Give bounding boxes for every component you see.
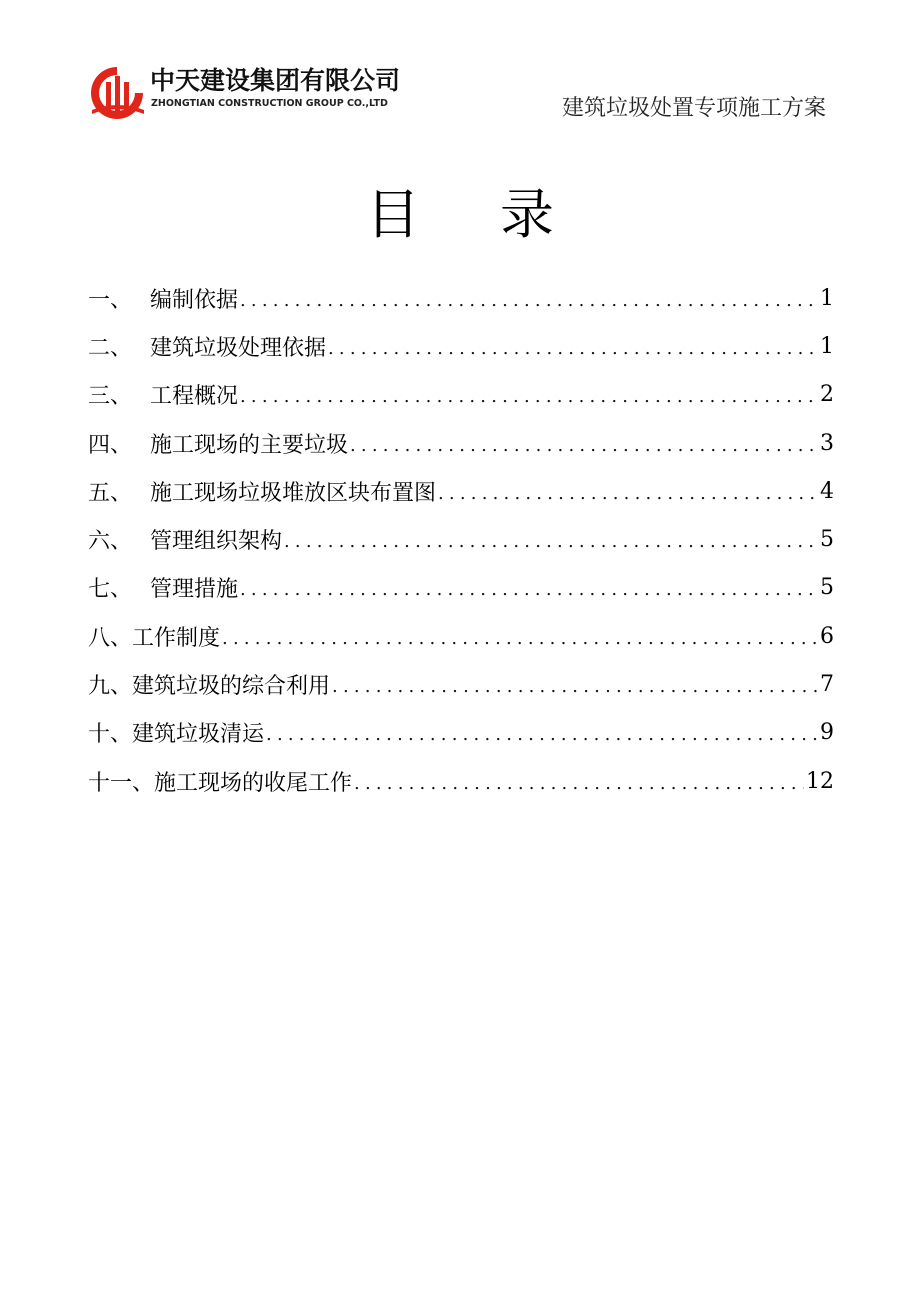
toc-entry-number: 六、 — [88, 529, 133, 555]
document-title: 建筑垃圾处置专项施工方案 — [561, 96, 826, 121]
toc-entry-page: 4 — [820, 478, 834, 504]
toc-entry[interactable] — [88, 757, 834, 805]
toc-entry[interactable] — [88, 612, 834, 660]
toc-entry-number: 五、 — [88, 480, 133, 506]
toc-entry-page: 6 — [820, 623, 834, 649]
company-name-en: ZHONGTIAN CONSTRUCTION GROUP CO.,LTD — [151, 98, 388, 109]
toc-leader-dots — [240, 579, 818, 600]
toc-entry-number: 四、 — [88, 432, 133, 458]
toc-entry-label: 施工现场垃圾堆放区块布置图 — [150, 480, 437, 506]
toc-heading-char-2: 录 — [500, 183, 554, 246]
toc-entry-page: 7 — [820, 672, 834, 698]
toc-entry-number: 三、 — [88, 384, 133, 410]
toc-entry-label: 建筑垃圾清运 — [132, 722, 265, 748]
toc-leader-dots — [438, 483, 818, 504]
toc-entry-number: 十、 — [88, 722, 133, 748]
toc-entry-label: 建筑垃圾的综合利用 — [132, 674, 331, 700]
toc-entry-number: 十一、 — [88, 770, 155, 796]
table-of-contents — [88, 274, 834, 805]
toc-entry-number: 八、 — [88, 625, 133, 651]
toc-entry-number: 九、 — [88, 674, 133, 700]
company-logo-icon — [86, 64, 148, 120]
toc-entry-number: 一、 — [88, 287, 133, 313]
toc-leader-dots — [240, 290, 818, 311]
toc-entry-page: 3 — [820, 430, 834, 456]
toc-entry[interactable] — [88, 467, 834, 515]
toc-entry[interactable] — [88, 515, 834, 563]
toc-entry-label: 施工现场的主要垃圾 — [150, 432, 349, 458]
toc-leader-dots — [354, 773, 804, 794]
toc-leader-dots — [350, 435, 818, 456]
toc-entry-label: 建筑垃圾处理依据 — [150, 335, 327, 361]
toc-leader-dots — [240, 386, 818, 407]
toc-entry[interactable] — [88, 371, 834, 419]
toc-heading — [0, 180, 920, 250]
toc-heading-char-1: 目 — [366, 183, 420, 246]
toc-entry-page: 5 — [820, 527, 834, 553]
toc-entry-label: 工作制度 — [132, 625, 221, 651]
toc-entry-label: 施工现场的收尾工作 — [154, 770, 353, 796]
toc-entry-label: 管理措施 — [150, 577, 239, 603]
toc-entry[interactable] — [88, 322, 834, 370]
toc-entry-number: 七、 — [88, 577, 133, 603]
toc-leader-dots — [284, 531, 818, 552]
toc-entry-number: 二、 — [88, 335, 133, 361]
toc-entry-label: 工程概况 — [150, 384, 239, 410]
toc-entry-page: 1 — [820, 285, 834, 311]
toc-leader-dots — [266, 724, 818, 745]
toc-leader-dots — [332, 676, 818, 697]
toc-leader-dots — [222, 628, 818, 649]
toc-entry[interactable] — [88, 274, 834, 322]
page-header — [0, 0, 920, 130]
toc-entry[interactable] — [88, 564, 834, 612]
toc-leader-dots — [328, 338, 818, 359]
toc-entry-page: 5 — [820, 575, 834, 601]
toc-entry-label: 编制依据 — [150, 287, 239, 313]
toc-entry-page: 9 — [820, 720, 834, 746]
toc-entry[interactable] — [88, 419, 834, 467]
toc-entry-page: 12 — [806, 768, 834, 794]
toc-entry[interactable] — [88, 709, 834, 757]
toc-entry-label: 管理组织架构 — [150, 529, 283, 555]
toc-entry[interactable] — [88, 660, 834, 708]
toc-entry-page: 2 — [820, 382, 834, 408]
company-name-cn: 中天建设集团有限公司 — [150, 66, 401, 95]
toc-entry-page: 1 — [820, 333, 834, 359]
